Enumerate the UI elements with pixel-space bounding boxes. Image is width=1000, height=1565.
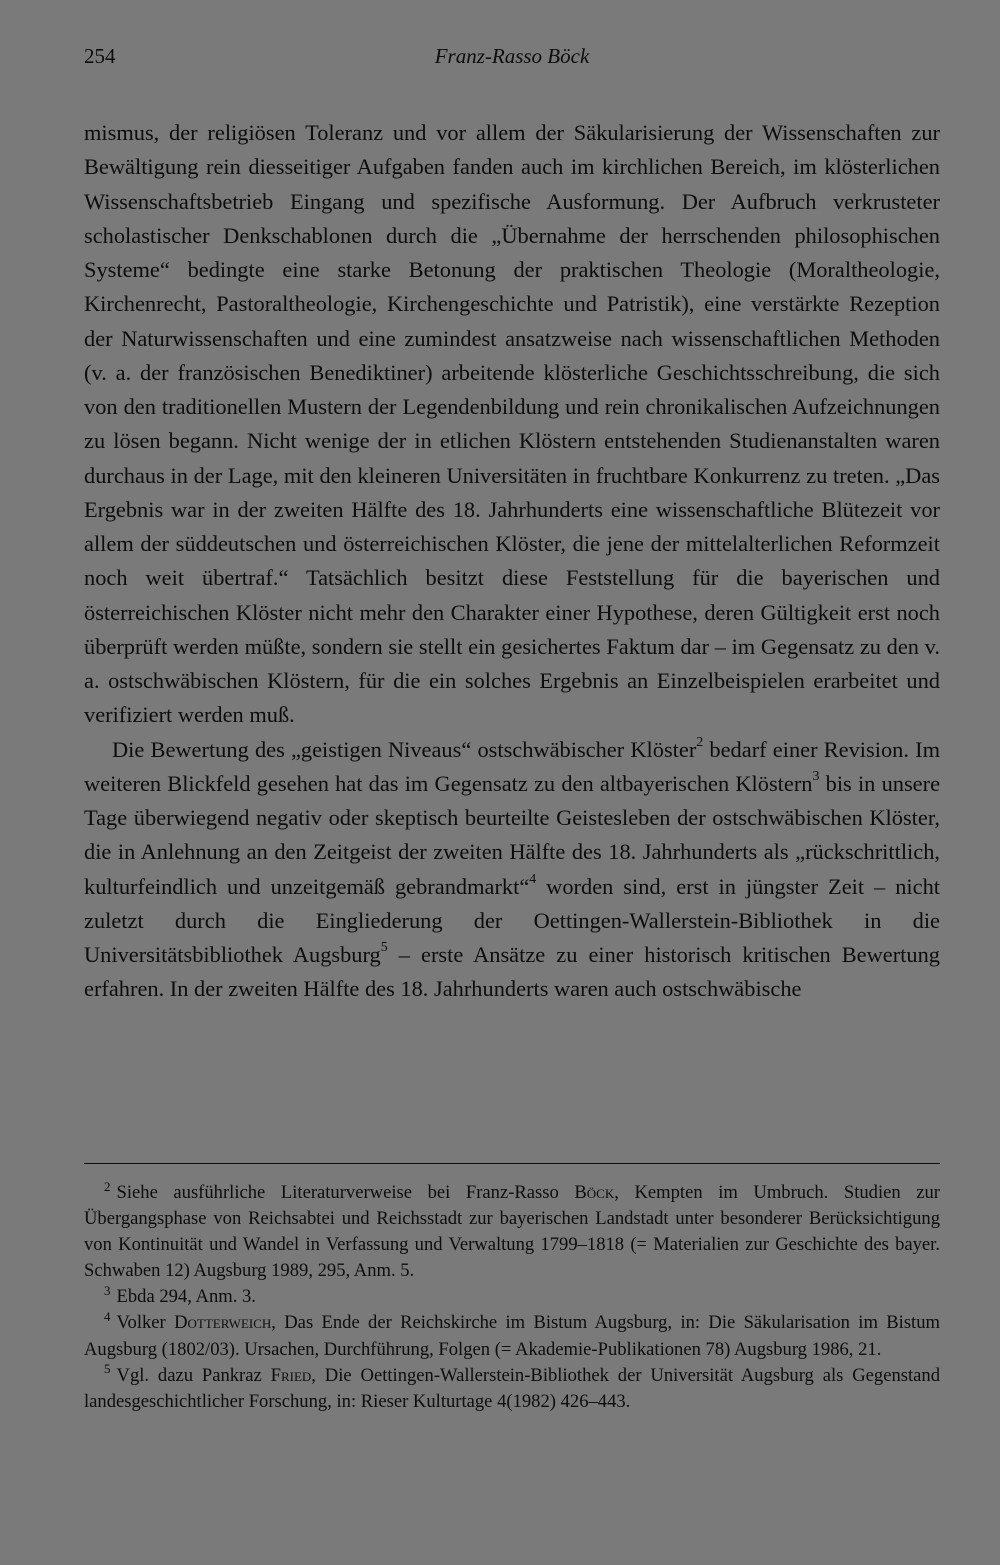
footnote-5: $^5$ Vgl. dazu Pankraz Fried, Die Oettingen-Wallerstein-Bibliothek der Universität Augsburg als Gegenstand landesgeschichtlicher Forschung, in: Rieser Kulturtage 4(1982) 426–443. — [84, 1361, 940, 1412]
author-name: Böck — [574, 1182, 615, 1203]
footnote-ref-5: 5 — [380, 940, 388, 956]
footnote-4: $^4$ Volker Dotterweich, Das Ende der Reichskirche im Bistum Augsburg, in: Die Säkularisation im Bistum Augsburg (1802/03). Ursachen, Durchführung, Folgen (= Akademie-Publikationen 78) Augsburg 1986, 21. — [84, 1309, 940, 1360]
footnotes — [84, 1180, 940, 1415]
footnote-mark: 3 — [104, 1283, 111, 1299]
paragraph-2: Die Bewertung des „geistigen Niveaus“ ostschwäbischer Klöster$^2$ bedarf einer Revision. Im weiteren Blickfeld gesehen hat das im Gegensatz zu den altbayerischen Klöstern$^3$ bis in unsere Tage überwiegend negativ oder skeptisch beurteilte Geistesleben der ostschwäbischen Klöster, die in Anlehnung an den Zeitgeist der zweiten Hälfte des 18. Jahrhunderts als „rückschrittlich, kulturfeindlich und unzeitgemäß gebrandmarkt“$^4$ worden sind, erst in jüngster Zeit – nicht zuletzt durch die Eingliederung der Oettingen-Wallerstein-Bibliothek in die Universitätsbibliothek Augsburg$^5$ – erste Ansätze zu einer historisch kritischen Bewertung erfahren. In der zweiten Hälfte des 18. Jahrhunderts waren auch ostschwäbische — [84, 734, 941, 1002]
author-name: Dotterweich — [174, 1312, 272, 1334]
footnote-3: $^3$ Ebda 294, Anm. 3. — [104, 1283, 256, 1308]
footnote-mark: 2 — [104, 1178, 111, 1194]
footnote-2: $^2$ Siehe ausführliche Literaturverweise bei Franz-Rasso Böck, Kempten im Umbruch. Studien zur Übergangsphase von Reichsabtei und Reichsstadt zur bayerischen Landstadt unter besonderer Berücksichtigung von Kontinuität und Wandel in Verfassung und Verwaltung 1799–1818 (= Materialien zur Geschichte des bayer. Schwaben 12) Augsburg 1989, 295, Anm. 5. — [84, 1178, 940, 1282]
footnote-divider — [84, 1163, 940, 1164]
footnote-ref-2: 2 — [696, 734, 704, 750]
page-header — [84, 44, 940, 80]
footnote-ref-4: 4 — [529, 871, 537, 887]
paragraph-1: mismus, der religiösen Toleranz und vor allem der Säkularisierung der Wissenschaften zur Bewältigung rein diesseitiger Aufgaben fanden auch im kirchlichen Bereich, im klösterlichen Wissenschaftsbetrieb Eingang und spezifische Ausformung. Der Aufbruch verkrusteter scholastischer Denkschablonen durch die „Übernahme der herrschenden philosophischen Systeme“ bedingte eine starke Betonung der praktischen Theologie (Moraltheologie, Kirchenrecht, Pastoraltheologie, Kirchengeschichte und Patristik), eine verstärkte Rezeption der Naturwissenschaften und eine zumindest ansatzweise nach wissenschaftlichen Methoden (v. a. der französischen Benediktiner) arbeitende klösterliche Geschichtsschreibung, die sich von den traditionellen Mustern der Legendenbildung und rein chronikalischen Aufzeichnungen zu lösen begann. Nicht wenige der in etlichen Klöstern entstehenden Studienanstalten waren durchaus in der Lage, mit den kleineren Universitäten in fruchtbare Konkurrenz zu treten. „Das Ergebnis war in der zweiten Hälfte des 18. Jahrhunderts eine wissenschaftliche Blütezeit vor allem der süddeutschen und österreichischen Klöster, die jene der mittelalterlichen Reformzeit noch weit übertraf.“ Tatsächlich besitzt diese Feststellung für die bayerischen und österreichischen Klöster nicht mehr den Charakter einer Hypothese, deren Gültigkeit erst noch überprüft werden müßte, sondern sie stellt ein gesichertes Faktum dar – im Gegensatz zu den v. a. ostschwäbischen Klöstern, für die ein solches Ergebnis an Einzelbeispielen erarbeitet und verifiziert werden muß. — [84, 120, 940, 728]
footnote-mark: 5 — [104, 1361, 111, 1377]
body-text — [84, 116, 940, 1007]
footnote-mark: 4 — [104, 1309, 111, 1325]
page-number: 254 — [84, 44, 116, 68]
author-name: Fried — [270, 1364, 312, 1386]
footnote-ref-3: 3 — [812, 769, 820, 785]
running-head: Franz-Rasso Böck — [434, 44, 590, 68]
